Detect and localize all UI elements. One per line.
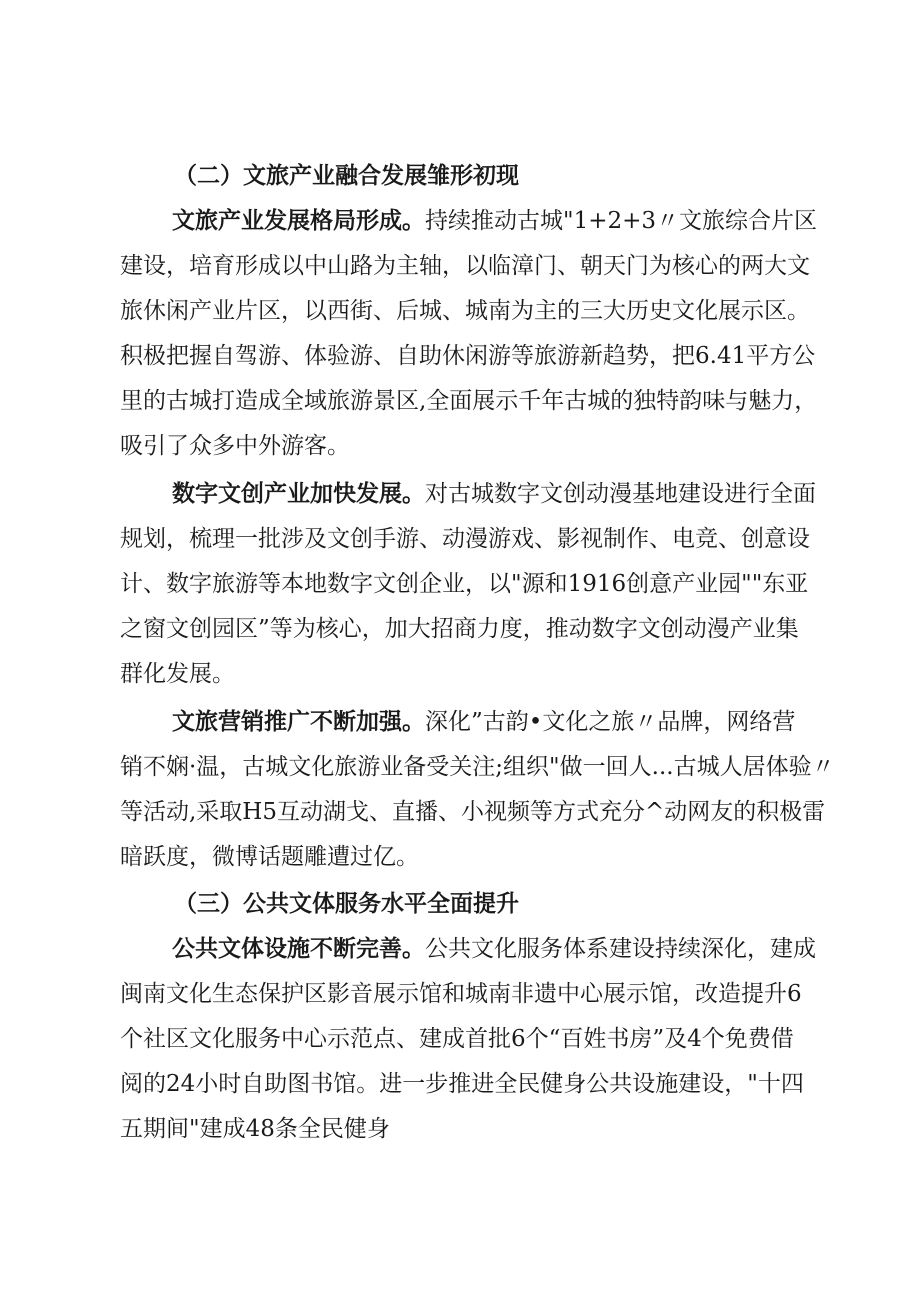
paragraph-line: 群化发展。 [120, 661, 235, 687]
paragraph-lead: 数字文创产业加快发展。 [172, 481, 425, 507]
paragraph-text: 对古城数字文创动漫基地建设进行全面 [425, 481, 816, 507]
paragraph-first-line [172, 706, 852, 738]
paragraph-line: 销不娴·温，古城文化旅游业备受关注;组织"做一回人...古城人居体验〃 [120, 754, 835, 780]
paragraph-line: 建设，培育形成以中山路为主轴，以临漳门、朝天门为核心的两大文 [120, 253, 810, 279]
paragraph-text: 公共文化服务体系建设持续深化，建成 [425, 936, 816, 962]
paragraph-line: 里的古城打造成全域旅游景区,全面展示千年古城的独特韵味与魅力， [120, 388, 818, 414]
paragraph-line: 五期间"建成48条全民健身 [120, 1116, 390, 1142]
paragraph-text: 持续推动古城"1+2+3〃文旅综合片区 [425, 208, 818, 234]
paragraph-text: 深化”古韵•文化之旅〃品牌，网络营 [425, 709, 796, 735]
paragraph-lead: 文旅营销推广不断加强。 [172, 709, 425, 735]
paragraph-line: 个社区文化服务中心示范点、建成首批6个“百姓书房”及4个免费借 [120, 1026, 794, 1052]
paragraph-line: 闽南文化生态保护区影音展示馆和城南非遗中心展示馆，改造提升6 [120, 981, 802, 1007]
paragraph-line: 暗跃度，微博话题雕遭过亿。 [120, 844, 419, 870]
paragraph-line: 等活动,采取H5互动湖戈、直播、小视频等方式充分^动网友的积极雷 [120, 799, 826, 825]
section-heading-3: （三）公共文体服务水平全面提升 [174, 891, 519, 917]
paragraph-line: 之窗文创园区”等为核心，加大招商力度，推动数字文创动漫产业集 [120, 616, 799, 642]
paragraph-line: 旅休闲产业片区，以西街、后城、城南为主的三大历史文化展示区。 [120, 298, 810, 324]
paragraph-line: 吸引了众多中外游客。 [120, 433, 350, 459]
paragraph-first-line [172, 478, 852, 510]
paragraph-first-line [172, 933, 852, 965]
paragraph-first-line [172, 205, 852, 237]
paragraph-lead: 公共文体设施不断完善。 [172, 936, 425, 962]
paragraph-line: 规划，梳理一批涉及文创手游、动漫游戏、影视制作、电竞、创意设 [120, 526, 810, 552]
paragraph-line: 阅的24小时自助图书馆。进一步推进全民健身公共设施建设，"十四 [120, 1071, 804, 1097]
section-heading-2: （二）文旅产业融合发展雏形初现 [174, 163, 519, 189]
paragraph-line: 积极把握自驾游、体验游、自助休闲游等旅游新趋势，把6.41平方公 [120, 343, 816, 369]
paragraph-line: 计、数字旅游等本地数字文创企业，以"源和1916创意产业园""东亚 [120, 571, 809, 597]
paragraph-lead: 文旅产业发展格局形成。 [172, 208, 425, 234]
